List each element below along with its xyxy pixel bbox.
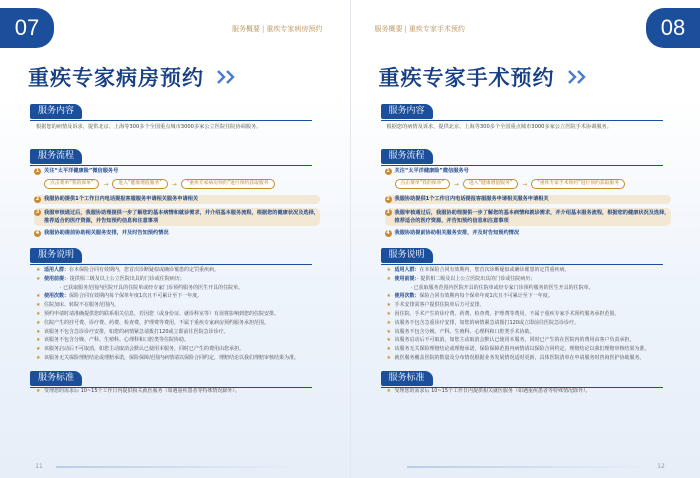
sub-step: 进入“健康增值服务”	[112, 179, 167, 189]
note-sub-text: · 已获取服务范围内医院开具的住院单或经专家门诊预约服务的医生开具的住院单。	[410, 284, 594, 291]
section-heading-process: 服务流程	[30, 149, 82, 164]
sub-step: 点击菜单“我的保单”	[44, 179, 99, 189]
list-item	[36, 387, 328, 396]
list-item	[387, 301, 679, 310]
process-step-2	[385, 195, 671, 204]
note-text: 预约申请时请准确提供您的联系相关信息，若因您（或身份证、就诊科室等）有误将影响到您的住院安排。	[44, 310, 280, 317]
note-text: 该服务不包含急重诊疗安排，如您的病情紧急请拨打120或立即前往医院急诊诊疗。	[394, 319, 580, 326]
notes-list	[36, 266, 328, 363]
list-item	[36, 310, 328, 319]
step-number: 3	[35, 209, 40, 215]
note-text: 住院加床、转院不在服务范围内。	[44, 302, 120, 309]
note-text: · 提供相二级及以上公立医院出具的门诊或住院病历；	[66, 275, 185, 282]
title-row	[28, 62, 240, 92]
step-text: 我服协助提供1个工作日内电话提报客服服务申请相关服务申请相关	[44, 196, 199, 202]
note-text: 因住院、手术产生的诊疗费、药费、检查费、护理费等费用，不属于重疾专家手术预约服务承担范围。	[394, 310, 620, 317]
list-item	[387, 387, 679, 396]
breadcrumb-item: 重疾专家手术预约	[408, 25, 465, 33]
page-number-badge: 07	[0, 8, 54, 48]
standard-list	[387, 387, 679, 396]
note-label: 使用次数：	[44, 293, 70, 300]
breadcrumb: 服务概要 | 重疾专家手术预约	[374, 25, 465, 33]
step-text: 我服审核通过后，我服协助理提供一步了解您的基本病情和就诊需求，并介绍基本服务流程，根据您的健康状况及选择，推荐适合的医疗资源，并告知预约信息和注意事项	[394, 210, 670, 224]
step-number: 3	[386, 209, 390, 215]
content-text: 根据您的病情及诉求，提供北京、上海等300多个全国重点城市3000多家公立医院住院协调服务。	[36, 124, 262, 130]
sub-step: 点击菜单“我的保单”	[395, 179, 450, 189]
arrow-right-icon: →	[522, 180, 528, 188]
breadcrumb-item: 服务概要	[374, 25, 403, 33]
section-heading-content: 服务内容	[381, 104, 433, 119]
breadcrumb-item: 服务概要	[232, 25, 260, 33]
step-text: 我服协助提前协助相关服务安排，并及时告知预约情况	[44, 230, 169, 236]
section-heading-standard: 服务标准	[30, 371, 82, 386]
list-item	[36, 328, 328, 337]
step-number: 2	[35, 196, 40, 202]
list-item	[36, 275, 328, 293]
breadcrumb-item: 重疾专家病房预约	[266, 25, 323, 33]
note-text: 保险合同有效期内每个保单年度1次且不可累计至下一年度。	[69, 293, 203, 300]
page-title: 重疾专家病房预约	[28, 66, 204, 90]
step-text: 我服协助提前协助相关服务安排，并及时告知预约情况	[394, 230, 520, 236]
list-item	[36, 354, 328, 363]
page-title: 重疾专家手术预约	[378, 66, 555, 90]
process-step-2	[34, 195, 320, 204]
breadcrumb: 服务概要 | 重疾专家病房预约	[232, 25, 323, 33]
sub-step: “重疾专家手术预约”进行预约获取服务	[531, 179, 625, 189]
sub-steps	[44, 179, 324, 189]
step-text: 我服审核通过后，我服协助理提供一步了解您的基本病情和就诊需求，并介绍基本服务流程，根据您的健康状况及选择，推荐适合的医疗资源，并告知预约信息和注意事项	[44, 210, 319, 224]
footer-page-number: 12	[657, 463, 665, 470]
note-text: 该服务不包含急诊诊疗安排，如您的病情紧急请拨打120或立即前往医院急诊诊疗。	[44, 328, 229, 335]
list-item	[36, 319, 328, 328]
process-step-1	[34, 167, 320, 176]
sub-step: “重疾专家病房预约”进行预约获取服务	[181, 179, 275, 189]
note-label: 适用人群：	[44, 267, 70, 273]
section-heading-process: 服务流程	[381, 149, 433, 164]
list-item	[36, 345, 328, 354]
process-step-3	[385, 208, 671, 226]
list-item	[36, 301, 328, 310]
section-heading-standard: 服务标准	[381, 371, 433, 386]
standard-text: 受理您的需求后 10~15个工作日内提供相关就医服务（如遇重疾患者等特殊情况除外）。	[44, 388, 241, 394]
title-row	[379, 62, 591, 92]
list-item	[387, 345, 679, 354]
process-step-3	[34, 208, 320, 226]
arrow-right-icon: →	[453, 180, 459, 188]
note-label: 使用次数：	[394, 293, 420, 300]
section-heading-notes: 服务说明	[30, 248, 82, 263]
footer-page-number: 11	[35, 463, 43, 470]
content-text: 根据您的病情及诉求，提供北京、上海等300多个全国重点城市3000多家公立医院手术协调服务。	[386, 124, 612, 130]
note-label: 适用人群：	[394, 267, 420, 273]
note-text: 手术安排需客户提供住院单后方可安排。	[394, 302, 485, 309]
section-heading-notes: 服务说明	[381, 248, 433, 263]
footer-bar	[407, 466, 645, 468]
list-item	[387, 266, 679, 275]
step-number: 1	[35, 168, 40, 174]
list-item	[387, 328, 679, 337]
list-item	[387, 292, 679, 301]
footer-bar	[56, 466, 294, 468]
notes-list	[387, 266, 679, 363]
double-chevron-icon	[216, 70, 240, 84]
standard-text: 受理您的需求后 10~15个工作日内提供相关就医服务（如遇重疾患者等特殊情况除外）。	[394, 388, 591, 394]
list-item	[36, 266, 328, 275]
list-item	[387, 275, 679, 293]
note-text: 该服务无关保险理赔结论或理赔承诺，保险保障范围内病情请以保险合同约定，理赔结论以我们理赔审核结果为准。	[44, 354, 300, 361]
note-text: 该服务不包含分娩、产科、生殖科、心理科和口腔类手术协助。	[394, 328, 535, 335]
note-text: 就医服务覆盖医院的数量及分布情况根据业务发展情况适时更新，具体医院清单在申请服务时咨询医护协助服务。	[394, 354, 645, 361]
step-text: 关注“太平洋健康险”微信服务号	[44, 168, 119, 174]
list-item	[387, 354, 679, 363]
note-text: 该服务启动后不可取消，如您主动取消会默认已使用本服务，同时已产生的在医院内的费用由客户负责承担。	[394, 337, 635, 344]
list-item	[36, 336, 328, 345]
note-text: 保险合同有效期内每个保单年度1次且不可累计至下一年度。	[419, 293, 553, 300]
list-item	[387, 336, 679, 345]
process-step-4	[385, 229, 671, 238]
note-text: 该服务不包含分娩、产科、生殖科、心理科和口腔类等住院协助。	[44, 337, 190, 344]
process-step-4	[34, 229, 320, 238]
list-item	[36, 292, 328, 301]
step-number: 2	[386, 196, 390, 202]
list-item	[387, 310, 679, 319]
double-chevron-icon	[567, 70, 591, 84]
step-number: 4	[386, 230, 390, 236]
sub-step: 进入“健康增值服务”	[463, 179, 518, 189]
arrow-right-icon: →	[171, 180, 177, 188]
note-text: 在本保险合同有效期内，您首次诊断疑似或确诊罹患的定罚重疾病。	[69, 267, 220, 273]
note-text: 该服务启动后不可取消，如您主动取消会默认已使用本服务，同时已产生的费用由您承担。	[44, 346, 245, 353]
note-label: 使用前提：	[44, 275, 67, 282]
standard-list	[36, 387, 328, 396]
note-text: 该服务无关保险理赔结论或理赔承诺，保险保障范围内病情请以保险合同约定，理赔结论以我们理赔审核结果为准。	[394, 346, 650, 353]
note-sub-text: · 已获取服务范围内医院开具的住院单或经专家门诊预约服务的医生开具的住院单。	[60, 284, 244, 291]
step-text: 关注“太平洋健康险”微信服务号	[394, 168, 469, 174]
note-label: 使用前提：	[394, 275, 418, 282]
sub-steps	[395, 179, 675, 189]
note-text: · 提供相二级及以上公立医院出具的门诊或住院病历；	[417, 275, 536, 282]
step-number: 4	[35, 230, 40, 236]
step-number: 1	[386, 168, 390, 174]
note-text: 住院产生的挂号费、诊疗费、药费、检查费、护理费等费用，不属于重疾专家病房预约服务承担范围。	[44, 319, 270, 326]
right-page	[351, 0, 700, 478]
page-number-badge: 08	[646, 8, 700, 48]
list-item	[387, 319, 679, 328]
process-step-1	[385, 167, 671, 176]
section-heading-content: 服务内容	[30, 104, 82, 119]
arrow-right-icon: →	[103, 180, 109, 188]
note-text: 在本保险合同有效期内，您首次诊断疑似或确诊罹患的定罚重疾病。	[419, 267, 570, 273]
step-text: 我服协助提供1个工作日内电话提报客服服务申请相关服务申请相关	[394, 196, 549, 202]
